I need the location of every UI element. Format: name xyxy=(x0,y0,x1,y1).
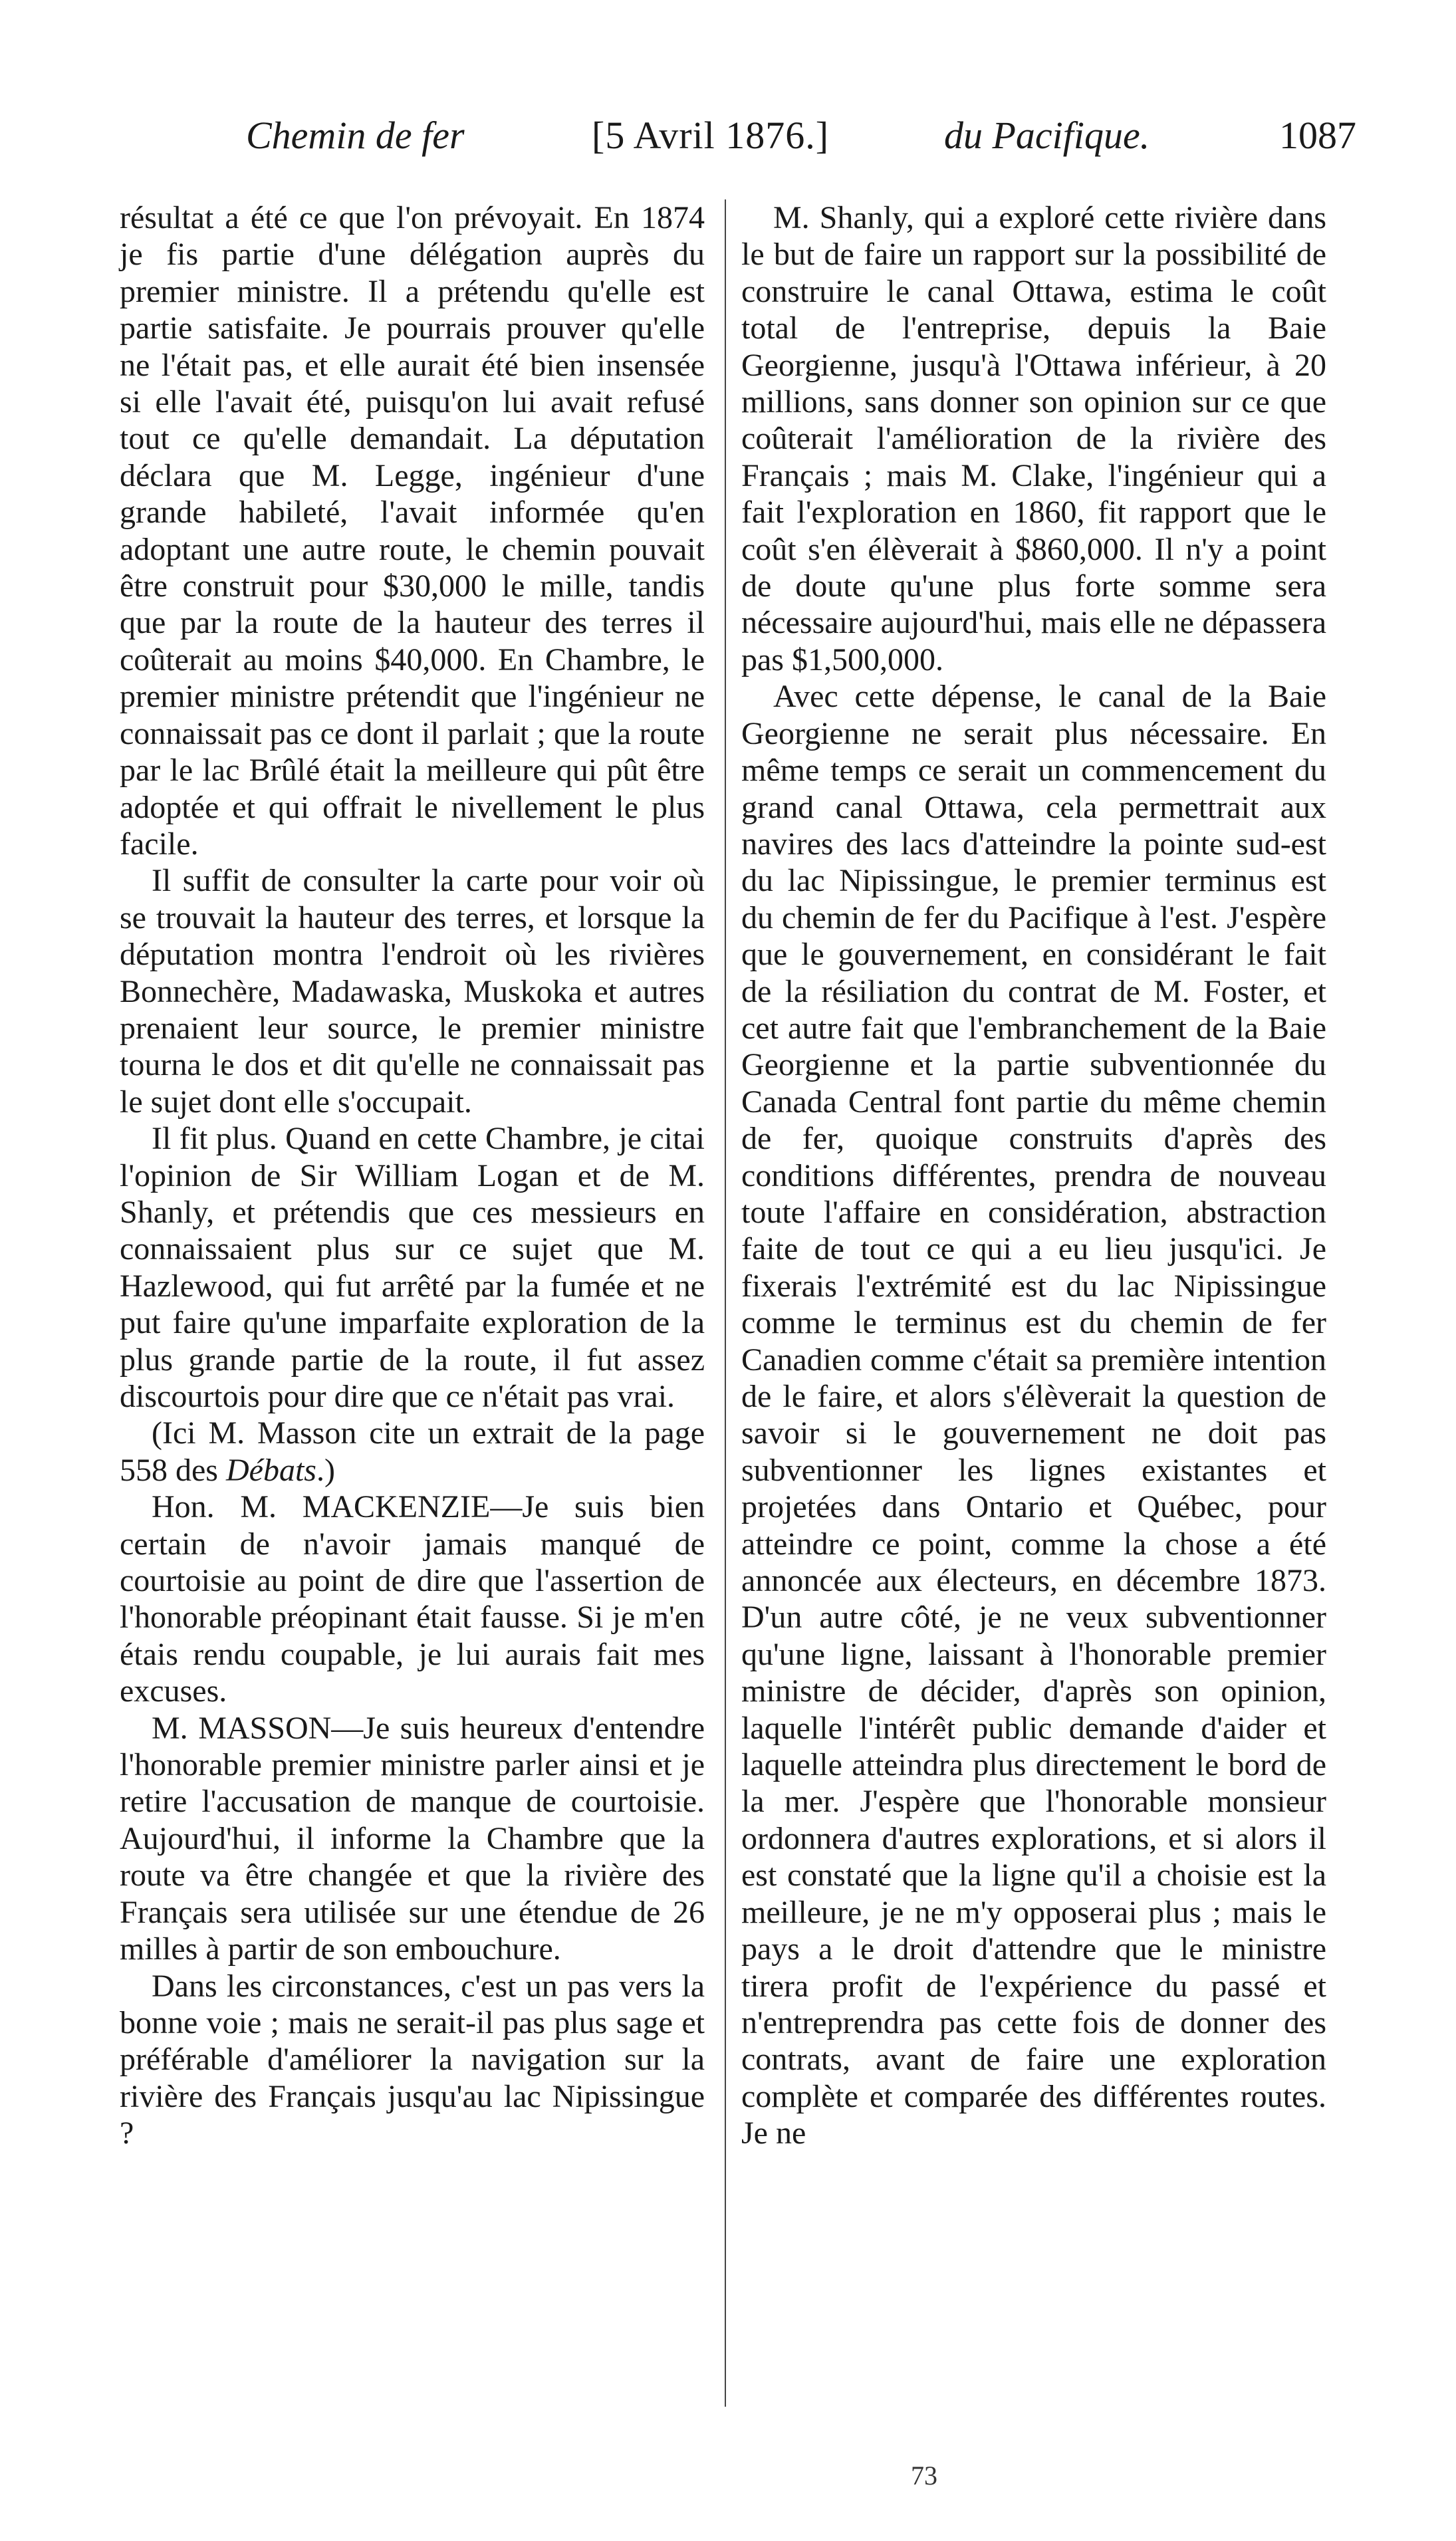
paragraph: résultat a été ce que l'on prévoyait. En 1874 je fis partie d'une délégation auprès du premier ministre. Il a prétendu qu'elle est partie satisfaite. Je pourrais prouver qu'elle ne l'était pas, et elle aurait été bien insensée si elle l'avait été, puisqu'on lui avait refusé tout ce qu'elle demandait. La députation déclara que M. Legge, ingénieur d'une grande habileté, l'avait informée qu'en adoptant une autre route, le chemin pouvait être construit pour $30,000 le mille, tandis que par la route de la hauteur des terres il coûterait au moins $40,000. En Chambre, le premier ministre prétendit que l'ingénieur ne connaissait pas ce dont il parlait ; que la route par le lac Brûlé était la meilleure qui pût être adoptée et qui offrait le nivellement le plus facile. xyxy=(120,200,705,862)
speaker-name: M. MASSON xyxy=(152,1710,332,1746)
citation-italic: Débats xyxy=(225,1452,316,1488)
header-date: [5 Avril 1876.] xyxy=(592,114,830,157)
paragraph: Il suffit de consulter la carte pour voir où se trouvait la hauteur des terres, et lorsque la députation montra l'endroit où les rivières Bonnechère, Madawaska, Muskoka et autres prenaient leur source, le premier ministre tourna le dos et dit qu'elle ne connaissait pas le sujet dont elle s'occupait. xyxy=(120,863,705,1120)
running-header xyxy=(113,100,1356,160)
page-number: 1087 xyxy=(1279,114,1356,157)
left-column xyxy=(120,199,705,2152)
paragraph: Dans les circonstances, c'est un pas vers la bonne voie ; mais ne serait-il pas plus sage et préférable d'améliorer la navigation sur la rivière des Français jusqu'au lac Nipissingue ? xyxy=(120,1968,705,2151)
column-divider xyxy=(725,199,726,2407)
paragraph: Il fit plus. Quand en cette Chambre, je citai l'opinion de Sir William Logan et de M. Shanly, et prétendis que ces messieurs en connaissaient plus sur ce sujet que M. Hazlewood, qui fut arrêté par la fumée et ne put faire qu'une imparfaite exploration de la plus grande partie de la route, il fut assez discourtois pour dire que ce n'était pas vrai. xyxy=(120,1121,705,1414)
citation-text-start: (Ici M. Masson cite un extrait de la page 558 des xyxy=(120,1415,705,1488)
speech-text: —Je suis bien certain de n'avoir jamais manqué de courtoisie au point de dire que l'assertion de l'honorable préopinant était fausse. Si je m'en étais rendu coupable, je lui aurais fait mes excuses. xyxy=(120,1489,705,1709)
speech-text: —Je suis heureux d'entendre l'honorable premier ministre parler ainsi et je retire l'accusation de manque de courtoisie. Aujourd'hui, il informe la Chambre que la route va être changée et que la rivière des Français sera utilisée sur une étendue de 26 milles à partir de son embouchure. xyxy=(120,1710,705,1967)
paragraph: M. Shanly, qui a exploré cette rivière dans le but de faire un rapport sur la possibilité de construire le canal Ottawa, estima le coût total de l'entreprise, depuis la Baie Georgienne, jusqu'à l'Ottawa inférieur, à 20 millions, sans donner son opinion sur ce que coûterait l'amélioration de la rivière des Français ; mais M. Clake, l'ingénieur qui a fait l'exploration en 1860, fit rapport que le coût s'en élèverait à $860,000. Il n'y a point de doute qu'une plus forte somme sera nécessaire aujourd'hui, mais elle ne dépassera pas $1,500,000. xyxy=(741,200,1326,677)
paragraph-speech xyxy=(120,1489,705,1709)
text-columns xyxy=(120,199,1343,2407)
signature-mark: 73 xyxy=(911,2461,937,2490)
speaker-name: Hon. M. MACKENZIE xyxy=(152,1489,491,1525)
paragraph-speech xyxy=(120,1710,705,1968)
right-column xyxy=(741,199,1326,2152)
header-left-title: Chemin de fer xyxy=(246,114,465,157)
citation-text-end: .) xyxy=(316,1452,335,1488)
paragraph-citation xyxy=(120,1415,705,1489)
paragraph: Avec cette dépense, le canal de la Baie Georgienne ne serait plus nécessaire. En même temps ce serait un commencement du grand canal Ottawa, cela permettrait aux navires des lacs d'atteindre la pointe sud-est du lac Nipissingue, le premier terminus est du chemin de fer du Pacifique à l'est. J'espère que le gouvernement, en considérant le fait de la résiliation du contrat de M. Foster, et cet autre fait que l'embranchement de la Baie Georgienne et la partie subventionnée du Canada Central font partie du même chemin de fer, quoique construits d'après des conditions différentes, prendra de nouveau toute l'affaire en considération, abstraction faite de tout ce qui a eu lieu jusqu'ici. Je fixerais l'extrémité est du lac Nipissingue comme le terminus est du chemin de fer Canadien comme c'était sa première intention de le faire, et alors s'élèverait la question de savoir si le gouvernement ne doit pas subventionner les lignes existantes et projetées dans Ontario et Québec, pour atteindre ce point, comme la chose a été annoncée aux électeurs, en décembre 1873. D'un autre côté, je ne veux subventionner qu'une ligne, laissant à l'honorable premier ministre de décider, d'après son opinion, laquelle l'intérêt public demande d'aider et laquelle atteindra plus directement le bord de la mer. J'espère que l'honorable monsieur ordonnera d'autres explorations, et si alors il est constaté que la ligne qu'il a choisie est la meilleure, je ne m'y opposerai plus ; mais le pays a le droit d'attendre que le ministre tirera profit de l'expérience du passé et n'entreprendra pas cette fois de donner des contrats, avant de faire une exploration complète et comparée des différentes routes. Je ne xyxy=(741,679,1326,2151)
header-right-title: du Pacifique. xyxy=(944,114,1150,157)
